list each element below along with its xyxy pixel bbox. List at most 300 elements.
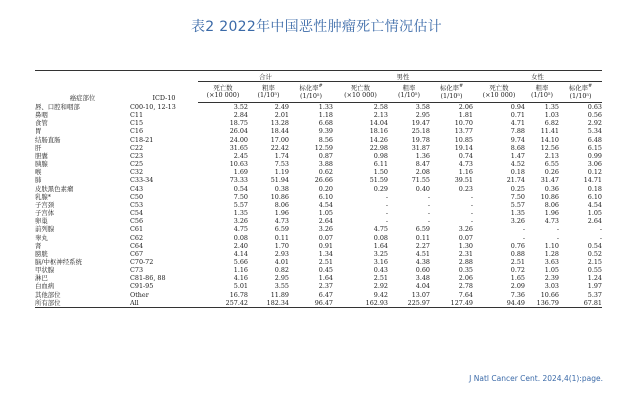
cancer-site: 子宫颈 [35,200,55,209]
value-cell: 225.97 [388,299,430,308]
value-cell: 26.66 [314,176,333,185]
value-cell: 10.70 [454,119,473,128]
value-cell: 2.95 [274,274,289,283]
value-cell: 3.06 [587,160,602,169]
value-cell: 0.88 [510,249,525,258]
value-cell: 51.94 [270,176,289,185]
value-cell: 3.48 [415,274,430,283]
value-cell: - [522,225,525,234]
asr-footnote-mark: # [318,83,323,90]
cancer-site: 淋巴 [35,274,48,283]
value-cell: 0.87 [318,151,333,160]
value-cell: 1.69 [233,168,248,177]
value-cell: 6.10 [318,192,333,201]
value-cell: 0.35 [458,266,473,275]
value-cell: 2.51 [318,257,333,266]
value-cell: 5.57 [510,200,525,209]
value-cell: 16.78 [229,290,248,299]
value-cell: 8.47 [415,160,430,169]
value-cell: - [385,200,388,209]
value-cell: 1.81 [458,111,473,120]
value-cell: 4.73 [458,160,473,169]
value-cell: 26.04 [229,127,248,136]
crude-rate-header-label: 粗率 [535,83,549,92]
value-cell: 12.59 [314,143,333,152]
value-cell: 1.70 [274,241,289,250]
value-cell: 1.05 [318,209,333,218]
value-cell: 2.51 [510,257,525,266]
value-cell: - [385,217,388,226]
value-cell: 18.44 [270,127,289,136]
value-cell: 1.24 [587,274,602,283]
value-cell: 0.18 [510,168,525,177]
value-cell: 6.68 [318,119,333,128]
value-cell: 5.37 [587,290,602,299]
cancer-site: 脑/中枢神经系统 [35,257,82,266]
value-cell: 1.16 [458,168,473,177]
value-cell: 0.60 [415,266,430,275]
value-cell: 0.82 [274,266,289,275]
value-cell: 19.47 [411,119,430,128]
value-cell: 2.15 [587,257,602,266]
icd-header: ICD-10 [152,94,176,103]
cancer-site: 胆囊 [35,151,48,160]
cancer-site: 结肠直肠 [35,135,61,144]
table-row [35,193,602,201]
value-cell: 22.98 [369,143,388,152]
value-cell: - [522,233,525,242]
value-cell: 4.14 [233,249,248,258]
value-cell: 2.95 [415,111,430,120]
value-cell: 0.07 [318,233,333,242]
icd-code: C61 [130,225,144,234]
value-cell: 1.19 [274,168,289,177]
value-cell: 4.73 [544,217,559,226]
value-cell: 7.53 [274,160,289,169]
value-cell: - [470,209,473,218]
table-row [35,152,602,160]
value-cell: 11.89 [270,290,289,299]
deaths-header [473,82,525,103]
table-row [35,258,602,266]
crude-rate-header-unit: (1/10⁵) [531,91,553,99]
value-cell: 31.47 [540,176,559,185]
group-total-header: 合计 [198,71,333,82]
value-cell: 1.16 [233,266,248,275]
value-cell: - [427,192,430,201]
icd-code: C15 [130,119,144,128]
value-cell: 0.99 [587,151,602,160]
cancer-site: 肝 [35,143,42,152]
cancer-site: 胃 [35,127,42,136]
value-cell: 0.20 [318,184,333,193]
value-cell: 0.29 [373,184,388,193]
value-cell: 0.08 [233,233,248,242]
table-row [35,282,602,290]
value-cell: 25.18 [411,127,430,136]
value-cell: 4.73 [274,217,289,226]
value-cell: 0.08 [373,233,388,242]
header-row-groups [35,71,602,82]
value-cell: 2.93 [274,249,289,258]
table-row [35,111,602,119]
value-cell: 2.64 [587,217,602,226]
value-cell: 14.26 [369,135,388,144]
icd-code: C23 [130,151,144,160]
cancer-site: 膀胱 [35,249,48,258]
crude-rate-header [248,82,289,103]
value-cell: 3.52 [233,103,248,111]
value-cell: 8.06 [544,200,559,209]
cancer-site: 喉 [35,168,42,177]
asr-footnote-mark: # [587,83,593,90]
value-cell: 0.18 [587,184,602,193]
value-cell: 0.94 [510,103,525,111]
cancer-site: 皮肤黑色素瘤 [35,184,74,193]
value-cell: 13.28 [270,119,289,128]
value-cell: 31.87 [411,143,430,152]
cancer-site: 肺 [35,176,42,185]
value-cell: 1.35 [544,103,559,111]
cancer-site: 前列腺 [35,225,55,234]
value-cell: - [556,233,559,242]
value-cell: 9.74 [510,135,525,144]
value-cell: 1.34 [318,249,333,258]
value-cell: 3.03 [544,282,559,291]
value-cell: 0.54 [233,184,248,193]
deaths-header [333,82,388,103]
value-cell: 4.52 [510,160,525,169]
value-cell: 0.55 [587,266,602,275]
crude-rate-header-label: 粗率 [262,83,275,92]
value-cell: 2.49 [274,103,289,111]
value-cell: 14.04 [369,119,388,128]
value-cell: - [470,192,473,201]
table-title: 表2 2022年中国恶性肿瘤死亡情况估计 [191,19,442,35]
value-cell: - [556,225,559,234]
value-cell: 0.07 [458,233,473,242]
value-cell: 1.36 [415,151,430,160]
table-row [35,291,602,299]
icd-code: C18-21 [130,135,154,144]
value-cell: 4.04 [415,282,430,291]
value-cell: 18.16 [369,127,388,136]
deaths-header-unit: (×10 000) [344,91,377,99]
value-cell: 0.76 [510,241,525,250]
value-cell: 6.10 [587,192,602,201]
icd-code: C91-95 [130,282,154,291]
asr-header-label: 标化率 [568,84,588,93]
value-cell: 1.64 [318,274,333,283]
value-cell: 1.96 [274,209,289,218]
value-cell: 5.57 [233,200,248,209]
value-cell: 2.13 [373,111,388,120]
value-cell: 13.07 [411,290,430,299]
value-cell: - [470,217,473,226]
value-cell: 94.49 [473,299,525,308]
value-cell: 39.51 [454,176,473,185]
value-cell: 9.39 [318,127,333,136]
cancer-site: 肾 [35,241,42,250]
table-row [35,266,602,274]
value-cell: 4.16 [233,274,248,283]
value-cell: 7.50 [233,192,248,201]
value-cell: 1.05 [544,266,559,275]
cancer-site: 白血病 [35,282,55,291]
value-cell: 7.36 [510,290,525,299]
value-cell: 2.31 [458,249,473,258]
value-cell: 2.06 [458,274,473,283]
value-cell: 22.42 [270,143,289,152]
value-cell: 1.50 [373,168,388,177]
table-row [35,103,602,112]
value-cell: - [385,192,388,201]
crude-rate-header [525,82,559,103]
value-cell: 2.88 [458,257,473,266]
crude-rate-header-unit: (1/10⁵) [257,91,280,99]
table-row [35,242,602,250]
value-cell: 6.55 [544,160,559,169]
value-cell: 1.28 [544,249,559,258]
value-cell: 0.45 [318,266,333,275]
value-cell: 1.03 [544,111,559,120]
value-cell: 0.36 [544,184,559,193]
cancer-site: 睾丸 [35,233,48,242]
icd-code: C22 [130,143,144,152]
icd-code: C70-72 [130,257,154,266]
value-cell: 0.12 [587,168,602,177]
value-cell: 0.62 [318,168,333,177]
value-cell: 2.13 [544,151,559,160]
icd-code: C67 [130,249,144,258]
value-cell: 2.27 [415,241,430,250]
value-cell: 14.10 [540,135,559,144]
value-cell: 0.54 [587,241,602,250]
value-cell: 11.41 [540,127,559,136]
value-cell: - [427,200,430,209]
table-row [35,299,602,308]
value-cell: 12.56 [540,143,559,152]
icd-code: C81-86, 88 [130,274,166,283]
value-cell: 0.63 [587,103,602,111]
cancer-site: 乳腺* [35,192,51,201]
cancer-site: 鼻咽 [35,111,48,120]
value-cell: 2.09 [510,282,525,291]
value-cell: 4.01 [274,257,289,266]
icd-code: C62 [130,233,144,242]
value-cell: 6.15 [587,143,602,152]
value-cell: 2.64 [318,217,333,226]
value-cell: 2.06 [458,103,473,111]
asr-header-unit: (1/10⁵) [440,92,463,101]
value-cell: 4.38 [415,257,430,266]
table-row [35,136,602,144]
table-row [35,225,602,233]
icd-code: C73 [130,266,144,275]
value-cell: 19.14 [454,143,473,152]
value-cell: 24.00 [229,135,248,144]
value-cell: 1.96 [544,209,559,218]
value-cell: 3.58 [415,103,430,111]
value-cell: 6.59 [274,225,289,234]
cancer-site: 胰腺 [35,160,48,169]
value-cell: 7.88 [510,127,525,136]
value-cell: 1.18 [318,111,333,120]
deaths-header-label: 死亡数 [350,83,371,92]
value-cell: 0.91 [318,241,333,250]
icd-code: C25 [130,160,144,169]
crude-rate-header-label: 粗率 [402,83,416,92]
value-cell: 10.63 [229,160,248,169]
value-cell: 0.11 [274,233,289,242]
value-cell: 2.92 [373,282,388,291]
deaths-header-unit: (×10 000) [206,91,240,99]
value-cell: 5.66 [233,257,248,266]
value-cell: 4.75 [373,225,388,234]
value-cell: 3.63 [544,257,559,266]
value-cell: 7.50 [510,192,525,201]
cancer-site: 唇、口腔和咽部 [35,102,80,111]
value-cell: 0.11 [415,233,430,242]
icd-code: C50 [130,192,144,201]
value-cell: - [470,200,473,209]
icd-code: C53 [130,200,144,209]
value-cell: 2.40 [233,241,248,250]
icd-code: C56 [130,217,144,226]
value-cell: 2.37 [318,282,333,291]
value-cell: 1.35 [233,209,248,218]
deaths-header-unit: (×10 000) [482,91,516,99]
table-row [35,209,602,217]
asr-header-label: 标化率 [439,84,459,93]
table-row [35,250,602,258]
value-cell: 71.55 [411,176,430,185]
value-cell: 1.97 [587,282,602,291]
value-cell: 17.00 [270,135,289,144]
icd-code: C54 [130,209,144,218]
value-cell: 96.47 [289,299,333,308]
table-row [35,160,602,168]
value-cell: 1.10 [544,241,559,250]
cancer-site: 甲状腺 [35,266,55,275]
value-cell: 10.66 [540,290,559,299]
value-cell: 0.38 [274,184,289,193]
value-cell: 4.71 [510,119,525,128]
value-cell: 18.75 [229,119,248,128]
table-row [35,234,602,242]
value-cell: 6.11 [373,160,388,169]
value-cell: 3.26 [510,217,525,226]
icd-code: All [130,299,198,308]
value-cell: 2.51 [373,274,388,283]
table-body [35,103,602,308]
value-cell: 13.77 [454,127,473,136]
table-row [35,201,602,209]
value-cell: 14.71 [583,176,602,185]
value-cell: - [599,225,602,234]
crude-rate-header [388,82,430,103]
asr-footnote-mark: # [458,83,464,90]
icd-code: C64 [130,241,144,250]
value-cell: - [427,217,430,226]
icd-code: C43 [130,184,144,193]
value-cell: 10.85 [454,135,473,144]
value-cell: 5.01 [233,282,248,291]
table-row [35,127,602,135]
value-cell: 19.78 [411,135,430,144]
value-cell: 1.35 [510,209,525,218]
deaths-header [198,82,248,103]
value-cell: 6.82 [544,119,559,128]
value-cell: 0.56 [587,111,602,120]
icd-code: C32 [130,168,144,177]
value-cell: 0.74 [458,151,473,160]
crude-rate-header-unit: (1/10⁵) [398,91,420,99]
group-male-header: 男性 [333,71,473,82]
value-cell: 2.01 [274,111,289,120]
value-cell: 3.88 [318,160,333,169]
value-cell: 6.59 [415,225,430,234]
value-cell: 257.42 [198,299,248,308]
mortality-table [35,70,602,308]
value-cell: 2.92 [587,119,602,128]
value-cell: 0.71 [510,111,525,120]
value-cell: 0.98 [373,151,388,160]
value-cell: 1.74 [274,151,289,160]
icd-code: C33-34 [130,176,154,185]
asr-header [430,82,473,103]
asr-header-unit: (1/10⁵) [569,92,592,101]
value-cell: 3.26 [318,225,333,234]
value-cell: 1.05 [587,209,602,218]
value-cell: 136.79 [525,299,559,308]
value-cell: 3.55 [274,282,289,291]
value-cell: 9.42 [373,290,388,299]
value-cell: 0.40 [415,184,430,193]
value-cell: 73.33 [229,176,248,185]
asr-header-unit: (1/10⁵) [300,92,322,101]
value-cell: 2.45 [233,151,248,160]
value-cell: 4.54 [318,200,333,209]
value-cell: - [427,209,430,218]
site-header: 癌症部位 [69,94,96,103]
value-cell: 162.93 [333,299,388,308]
value-cell: 127.49 [430,299,473,308]
value-cell: 182.34 [248,299,289,308]
value-cell: 31.65 [229,143,248,152]
cancer-site: 卵巢 [35,217,48,226]
value-cell: 0.43 [373,266,388,275]
table-row [35,176,602,184]
value-cell: 2.39 [544,274,559,283]
citation-source: J Natl Cancer Cent. 2024,4(1):page. [469,374,603,383]
value-cell: 3.26 [458,225,473,234]
value-cell: 10.86 [270,192,289,201]
value-cell: 0.26 [544,168,559,177]
value-cell: 1.30 [458,241,473,250]
value-cell: 4.75 [233,225,248,234]
deaths-header-label: 死亡数 [213,83,233,92]
icd-code: C00-10, 12-13 [130,102,176,111]
value-cell: 8.06 [274,200,289,209]
value-cell: 0.25 [510,184,525,193]
value-cell: 3.16 [373,257,388,266]
value-cell: 2.08 [415,168,430,177]
value-cell: 8.56 [318,135,333,144]
value-cell: - [385,209,388,218]
icd-code: Other [130,290,149,299]
value-cell: 1.33 [318,103,333,111]
